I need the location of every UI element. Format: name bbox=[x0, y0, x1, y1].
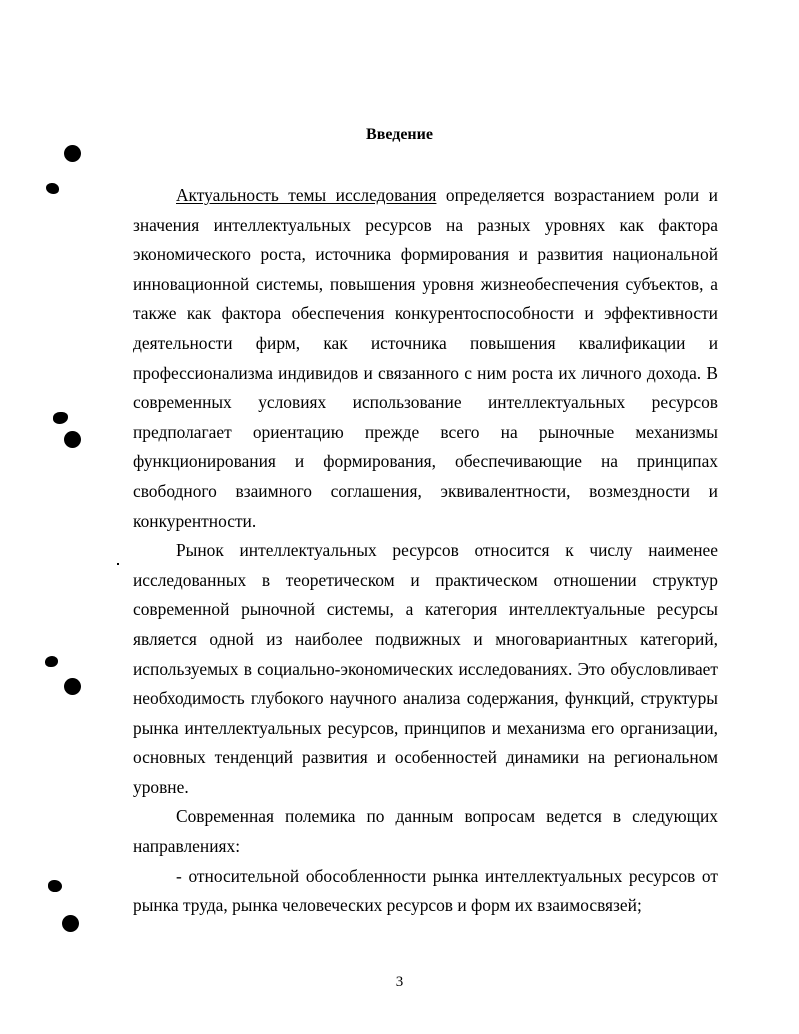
paragraph: - относительной обособленности рынка интеллектуальных ресурсов от рынка труда, рынка человеческих ресурсов и форм их взаимосвязей; bbox=[133, 865, 718, 916]
body-text bbox=[133, 181, 718, 921]
paragraph: Рынок интеллектуальных ресурсов относится к числу наименее исследованных в теоретическом и практическом отношении структур современной рыночной системы, а категория интеллектуальные ресурсы является одной из наиболее подвижных и многовариантных категорий, используемых в социально-экономических исследованиях. Это обусловливает необходимость глубокого научного анализа содержания, функций, структуры рынка интеллектуальных ресурсов, принципов и механизма его организации, основных тенденций развития и особенностей динамики на региональном уровне. bbox=[133, 540, 718, 797]
scan-speck bbox=[46, 183, 59, 194]
underlined-lead: Актуальность темы исследования bbox=[176, 185, 437, 205]
scan-speck bbox=[45, 656, 58, 667]
scan-speck bbox=[117, 563, 119, 565]
binder-hole bbox=[64, 145, 81, 162]
paragraph bbox=[133, 181, 718, 536]
binder-hole bbox=[62, 915, 79, 932]
paragraph: Современная полемика по данным вопросам ведется в следующих направлениях: bbox=[133, 806, 718, 857]
binder-hole bbox=[64, 678, 81, 695]
section-title: Введение bbox=[366, 126, 433, 143]
paragraph-text: определяется возрастанием роли и значения интеллектуальных ресурсов на разных уровнях как фактора экономического роста, источника формирования и развития национальной инновационной системы, повышения уровня жизнеобеспечения субъектов, а также как фактора обеспечения конкурентоспособности и эффективности деятельности фирм, как источника повышения квалификации и профессионализма индивидов и связанного с ним роста их личного дохода. В современных условиях использование интеллектуальных ресурсов предполагает ориентацию прежде всего на рыночные механизмы функционирования и формирования, обеспечивающие на принципах свободного взаимного соглашения, эквивалентности, возмездности и конкурентности. bbox=[133, 185, 718, 531]
scan-speck bbox=[48, 880, 62, 892]
scan-speck bbox=[53, 412, 68, 424]
page-number: 3 bbox=[395, 974, 404, 990]
binder-hole bbox=[64, 431, 81, 448]
